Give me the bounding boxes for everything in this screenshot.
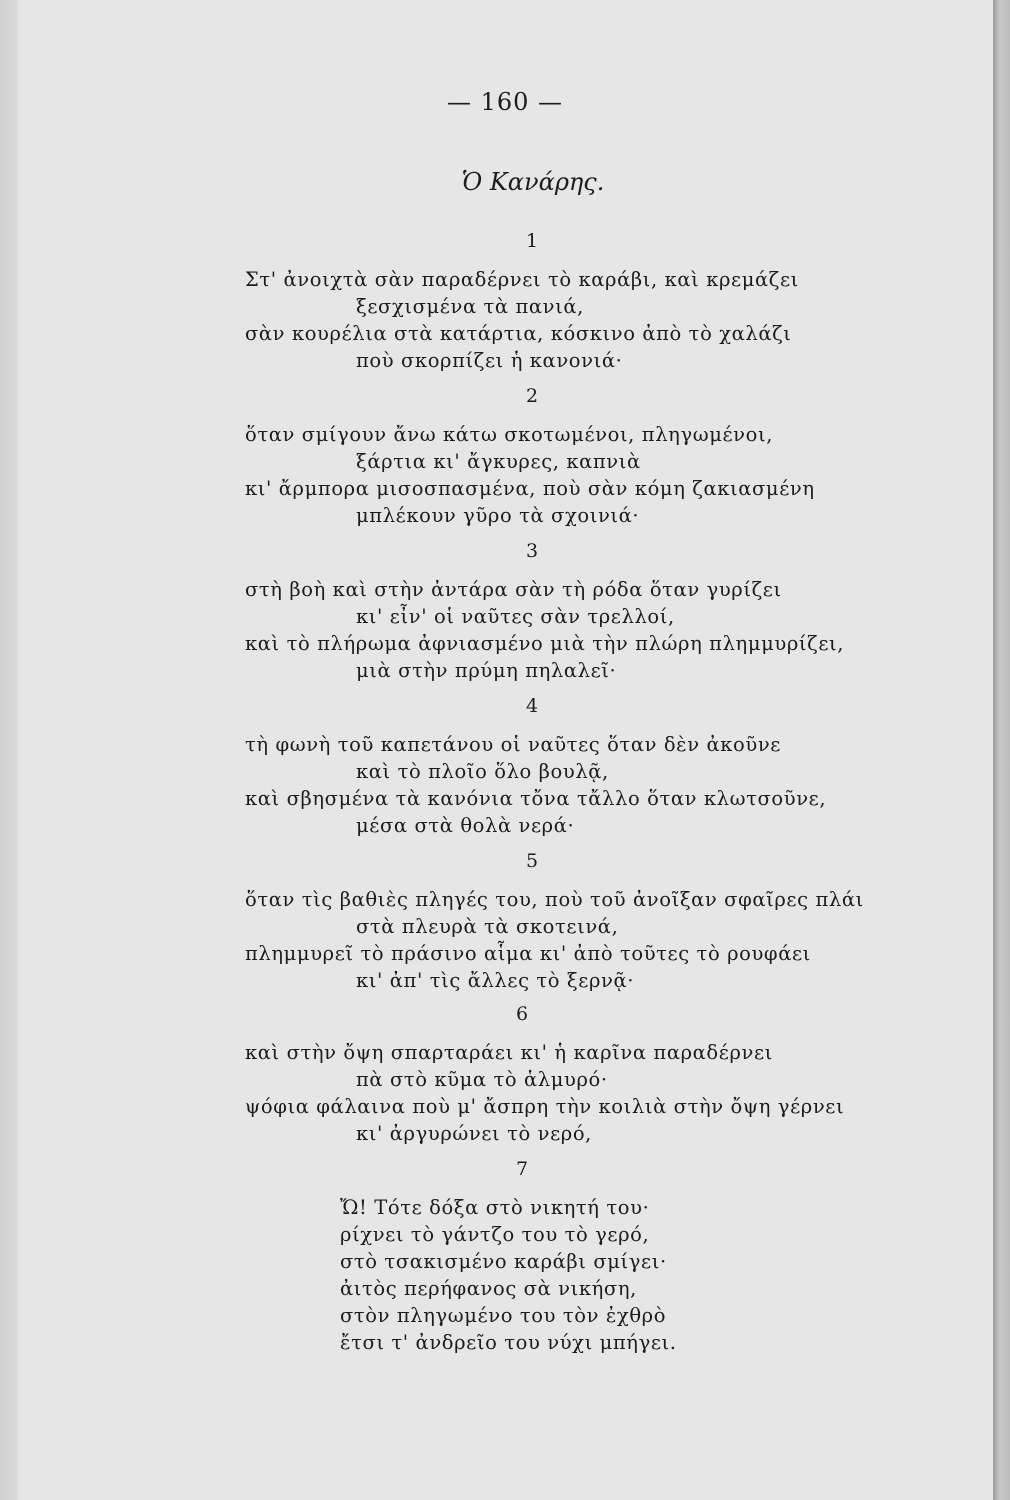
poem-line: μπλέκουν γῦρο τὰ σχοινιά· — [356, 504, 640, 527]
poem-line: στὰ πλευρὰ τὰ σκοτεινά, — [356, 915, 619, 938]
poem-line: Ὤ! Τότε δόξα στὸ νικητή του· — [340, 1196, 650, 1219]
stanza-number: 6 — [515, 1003, 529, 1025]
stanza-number: 1 — [525, 230, 539, 252]
stanza-number: 7 — [515, 1158, 529, 1180]
stanza-number: 2 — [525, 385, 539, 407]
poem-line: καὶ τὸ πλοῖο ὅλο βουλᾷ, — [356, 760, 609, 783]
poem-line: καὶ στὴν ὄψη σπαρταράει κι' ἡ καρῖνα παραδέρνει — [245, 1041, 773, 1064]
poem-line: καὶ σβησμένα τὰ κανόνια τὄνα τἄλλο ὅταν κλωτσοῦνε, — [245, 787, 827, 810]
stanza-number: 4 — [525, 695, 539, 717]
poem-line: τὴ φωνὴ τοῦ καπετάνου οἱ ναῦτες ὅταν δὲν ἀκοῦνε — [245, 733, 781, 756]
poem-line: στὸ τσακισμένο καράβι σμίγει· — [340, 1250, 667, 1273]
stanza-number: 5 — [525, 850, 539, 872]
poem-title: Ὁ Κανάρης. — [461, 168, 605, 196]
poem-line: ἀιτὸς περήφανος σὰ νικήση, — [340, 1277, 637, 1300]
poem-line: στὴ βοὴ καὶ στὴν ἀντάρα σὰν τὴ ρόδα ὅταν γυρίζει — [245, 578, 782, 601]
poem-line: ὅταν σμίγουν ἄνω κάτω σκοτωμένοι, πληγωμένοι, — [245, 423, 774, 446]
poem-line: ποὺ σκορπίζει ἡ κανονιά· — [356, 349, 623, 372]
poem-line: Στ' ἀνοιχτὰ σὰν παραδέρνει τὸ καράβι, καὶ κρεμάζει — [245, 268, 799, 291]
poem-line: ρίχνει τὸ γάντζο του τὸ γερό, — [340, 1223, 650, 1246]
poem-line: στὸν πληγωμένο του τὸν ἐχθρὸ — [340, 1304, 667, 1327]
poem-line: ὅταν τὶς βαθιὲς πληγές του, ποὺ τοῦ ἀνοῖξαν σφαῖρες πλάι — [245, 888, 864, 911]
poem-line: κι' ἄρμπορα μισοσπασμένα, ποὺ σὰν κόμη ζακιασμένη — [245, 477, 815, 500]
page-number: — 160 — — [446, 88, 564, 116]
poem-line: μιὰ στὴν πρύμη πηλαλεῖ· — [356, 659, 617, 682]
page-left-edge — [0, 0, 18, 1500]
poem-line: πὰ στὸ κῦμα τὸ ἁλμυρό· — [356, 1068, 608, 1091]
poem-line: ψόφια φάλαινα ποὺ μ' ἄσπρη τὴν κοιλιὰ στὴν ὄψη γέρνει — [245, 1095, 845, 1118]
poem-line: κι' ἀπ' τὶς ἄλλες τὸ ξερνᾷ· — [356, 969, 635, 992]
poem-line: ξάρτια κι' ἄγκυρες, καπνιὰ — [356, 450, 641, 473]
poem-line: ξεσχισμένα τὰ πανιά, — [356, 295, 584, 318]
page-right-edge — [993, 0, 1010, 1500]
poem-line: ἔτσι τ' ἀνδρεῖο του νύχι μπήγει. — [340, 1331, 677, 1354]
poem-line: καὶ τὸ πλήρωμα ἀφνιασμένο μιὰ τὴν πλώρη πλημμυρίζει, — [245, 632, 845, 655]
poem-line: πλημμυρεῖ τὸ πράσινο αἷμα κι' ἀπὸ τοῦτες τὸ ρουφάει — [245, 942, 811, 965]
poem-line: σὰν κουρέλια στὰ κατάρτια, κόσκινο ἀπὸ τὸ χαλάζι — [245, 322, 792, 345]
poem-line: κι' εἶν' οἱ ναῦτες σὰν τρελλοί, — [356, 605, 675, 628]
stanza-number: 3 — [525, 540, 539, 562]
poem-line: μέσα στὰ θολὰ νερά· — [356, 814, 575, 837]
poem-line: κι' ἀργυρώνει τὸ νερό, — [356, 1122, 592, 1145]
